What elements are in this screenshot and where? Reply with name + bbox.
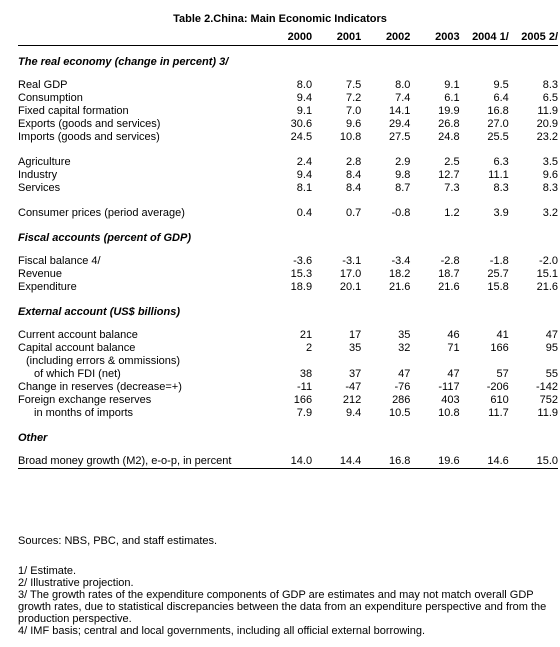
table-cell: 9.4 — [345, 407, 362, 419]
table-cell: 27.5 — [389, 131, 411, 143]
table-cell: 752 — [539, 394, 558, 406]
table-cell: 2.8 — [345, 156, 362, 168]
table-cell: 286 — [392, 394, 411, 406]
table-cell: -2.0 — [539, 255, 558, 267]
table-cell: 15.1 — [536, 268, 558, 280]
spacer-cell — [18, 319, 558, 329]
table-cell: 30.6 — [290, 118, 313, 130]
table-cell: 18.2 — [389, 268, 411, 280]
table-cell: 47 — [398, 368, 411, 380]
table-cell: 8.1 — [296, 182, 313, 194]
table-cell: 18.9 — [290, 281, 313, 293]
spacer-row — [18, 294, 558, 306]
table-row — [18, 342, 558, 355]
table-cell: 57 — [496, 368, 509, 380]
spacer-row — [18, 220, 558, 232]
spacer-cell — [18, 144, 558, 156]
table-cell: 0.7 — [345, 207, 362, 219]
table-cell: -206 — [486, 381, 509, 393]
table-cell: 6.3 — [493, 156, 509, 168]
section-heading-row — [18, 56, 558, 69]
table-cell: 26.8 — [438, 118, 460, 130]
spacer-row — [18, 420, 558, 432]
table-cell: 11.7 — [488, 407, 509, 419]
footnote-3: 3/ The growth rates of the expenditure components of GDP are estimates and may not match overall GDP growth rates, due to statistical discrepancies between the data from an expenditure perspective and from the production perspective. — [18, 589, 547, 625]
table-cell: 14.4 — [312, 455, 361, 469]
table-cell: 166 — [293, 394, 313, 406]
section-heading: The real economy (change in percent) 3/ — [18, 56, 229, 68]
table-cell: 9.1 — [444, 79, 460, 91]
row-label: Exports (goods and services) — [18, 118, 161, 130]
row-label: Capital account balance — [18, 342, 136, 354]
column-header: 2003 — [410, 30, 459, 46]
table-cell: 32 — [398, 342, 411, 354]
table-cell: 7.5 — [345, 79, 362, 91]
table-cell: -3.4 — [391, 255, 411, 267]
table-cell: 166 — [490, 342, 509, 354]
table-cell: 15.0 — [509, 455, 558, 469]
table-row — [18, 105, 558, 118]
table-row — [18, 118, 558, 131]
table-cell: 8.0 — [395, 79, 411, 91]
table-cell: 7.4 — [395, 92, 411, 104]
table-cell: 3.2 — [542, 207, 558, 219]
table-cell: 14.1 — [389, 105, 411, 117]
spacer-row — [18, 319, 558, 329]
section-heading-row — [18, 306, 558, 319]
table-cell: 9.1 — [296, 105, 313, 117]
spacer-row — [18, 445, 558, 455]
table-cell: -1.8 — [489, 255, 509, 267]
row-label: Imports (goods and services) — [18, 131, 160, 143]
table-cell — [312, 355, 361, 368]
table-cell: -11 — [296, 381, 313, 393]
table-cell: 9.8 — [395, 169, 411, 181]
table-cell: 47 — [447, 368, 460, 380]
table-cell: 10.8 — [438, 407, 460, 419]
row-label: Change in reserves (decrease=+) — [18, 381, 182, 393]
table-cell: 8.3 — [542, 182, 558, 194]
column-header: 2004 1/ — [460, 30, 509, 46]
table-row — [18, 381, 558, 394]
table-cell: -76 — [394, 381, 411, 393]
table-cell: 23.2 — [536, 131, 558, 143]
spacer-cell — [18, 195, 558, 207]
table-cell: 11.9 — [537, 105, 558, 117]
table-row — [18, 455, 558, 469]
spacer-row — [18, 195, 558, 207]
table-cell: -142 — [535, 381, 558, 393]
header-blank — [18, 30, 263, 46]
section-heading-row — [18, 432, 558, 445]
table-cell: 7.9 — [296, 407, 313, 419]
table-cell: 2.5 — [444, 156, 460, 168]
footnote-4: 4/ IMF basis; central and local governments, including all official external borrowing. — [18, 625, 425, 637]
table-cell: 16.8 — [487, 105, 509, 117]
table-cell: 95 — [545, 342, 558, 354]
column-header: 2002 — [361, 30, 410, 46]
footnote-1: 1/ Estimate. — [18, 565, 77, 577]
table-cell: 2 — [305, 342, 313, 354]
table-cell: 8.0 — [296, 79, 313, 91]
table-cell: 21.6 — [389, 281, 411, 293]
table-cell: 610 — [490, 394, 509, 406]
table-cell: 16.8 — [361, 455, 410, 469]
spacer-cell — [18, 445, 558, 455]
row-label: Expenditure — [18, 281, 77, 293]
table-cell: 46 — [447, 329, 460, 341]
table-cell: 27.0 — [487, 118, 509, 130]
section-heading: Fiscal accounts (percent of GDP) — [18, 232, 191, 244]
spacer-cell — [18, 420, 558, 432]
table-cell — [509, 355, 558, 368]
table-cell: 20.1 — [339, 281, 362, 293]
table-cell: 55 — [545, 368, 558, 380]
table-cell: 8.7 — [395, 182, 411, 194]
column-header: 2001 — [312, 30, 361, 46]
table-cell: 11.1 — [488, 169, 509, 181]
table-cell: 21.6 — [438, 281, 460, 293]
table-cell: 14.0 — [263, 455, 312, 469]
table-cell: 403 — [441, 394, 460, 406]
row-label: Current account balance — [18, 329, 138, 341]
table-cell: 21.6 — [536, 281, 558, 293]
table-cell: 7.0 — [345, 105, 362, 117]
table-cell: 8.4 — [345, 182, 362, 194]
table-cell: 9.4 — [296, 169, 313, 181]
table-cell: 10.8 — [339, 131, 362, 143]
table-cell: 47 — [545, 329, 558, 341]
table-cell: 38 — [299, 368, 313, 380]
header-row — [18, 30, 558, 46]
table-row — [18, 131, 558, 144]
column-header: 2005 2/ — [509, 30, 558, 46]
table-cell: 41 — [496, 329, 509, 341]
table-cell: 71 — [447, 342, 460, 354]
table-cell: -2.8 — [440, 255, 460, 267]
table-cell: 19.9 — [438, 105, 460, 117]
table-cell: 35 — [349, 342, 362, 354]
table-cell: -3.6 — [293, 255, 313, 267]
table-cell: 6.1 — [444, 92, 460, 104]
table-cell: 18.7 — [438, 268, 460, 280]
table-cell: 2.4 — [296, 156, 313, 168]
table-cell: 3.5 — [542, 156, 558, 168]
table-row — [18, 169, 558, 182]
table-row — [18, 207, 558, 220]
table-cell: 25.7 — [487, 268, 509, 280]
table-row — [18, 329, 558, 342]
table-cell: 12.7 — [438, 169, 460, 181]
table-cell: 9.4 — [296, 92, 313, 104]
table-cell: 6.4 — [493, 92, 509, 104]
table-cell: 1.2 — [444, 207, 460, 219]
table-row — [18, 355, 558, 368]
spacer-cell — [18, 69, 558, 79]
table-cell: 15.3 — [290, 268, 313, 280]
table-cell: 15.8 — [487, 281, 509, 293]
table-cell: -47 — [345, 381, 362, 393]
table-cell: 24.8 — [438, 131, 460, 143]
table-row — [18, 92, 558, 105]
table-cell: 8.3 — [493, 182, 509, 194]
table-cell: 20.9 — [536, 118, 558, 130]
column-header: 2000 — [263, 30, 312, 46]
row-label: (including errors & ommissions) — [26, 355, 181, 367]
table-row — [18, 182, 558, 195]
table-cell: 17.0 — [339, 268, 362, 280]
sources-note: Sources: NBS, PBC, and staff estimates. — [18, 535, 218, 547]
table-title: Table 2.China: Main Economic Indicators — [173, 13, 387, 25]
table-cell: -117 — [438, 381, 460, 393]
table-cell: 29.4 — [389, 118, 411, 130]
table-cell: -0.8 — [391, 207, 411, 219]
table-body — [18, 46, 558, 469]
table-cell: 19.6 — [410, 455, 459, 469]
row-label: Fiscal balance 4/ — [18, 255, 101, 267]
table-row — [18, 268, 558, 281]
indicators-table-container — [18, 30, 558, 469]
table-cell: 24.5 — [290, 131, 313, 143]
section-heading: External account (US$ billions) — [18, 306, 180, 318]
footnote-2: 2/ Illustrative projection. — [18, 577, 134, 589]
row-label: Foreign exchange reserves — [18, 394, 152, 406]
spacer-row — [18, 69, 558, 79]
table-cell: 8.3 — [542, 79, 558, 91]
table-cell: 9.6 — [542, 169, 558, 181]
table-cell: 14.6 — [460, 455, 509, 469]
table-row — [18, 281, 558, 294]
table-row — [18, 394, 558, 407]
table-cell: 2.9 — [395, 156, 411, 168]
row-label: Industry — [18, 169, 58, 181]
table-cell: 212 — [342, 394, 362, 406]
row-label: Revenue — [18, 268, 63, 280]
table-row — [18, 368, 558, 381]
table-cell: 7.3 — [444, 182, 460, 194]
table-cell: 35 — [398, 329, 411, 341]
indicators-table — [18, 30, 558, 469]
table-notes — [18, 535, 548, 637]
table-row — [18, 255, 558, 268]
spacer-row — [18, 144, 558, 156]
row-label: in months of imports — [34, 407, 134, 419]
table-cell: 7.2 — [345, 92, 362, 104]
table-cell: 9.6 — [345, 118, 362, 130]
table-cell: 21 — [299, 329, 313, 341]
spacer-cell — [18, 294, 558, 306]
table-cell: -3.1 — [342, 255, 362, 267]
section-heading-row — [18, 232, 558, 245]
table-cell: 25.5 — [487, 131, 509, 143]
row-label: Fixed capital formation — [18, 105, 129, 117]
table-row — [18, 156, 558, 169]
table-cell: 8.4 — [345, 169, 362, 181]
table-cell: 9.5 — [493, 79, 509, 91]
table-cell: 17 — [349, 329, 362, 341]
table-cell — [263, 355, 312, 368]
row-label: Services — [18, 182, 61, 194]
spacer-row — [18, 245, 558, 255]
row-label: Agriculture — [18, 156, 71, 168]
table-row — [18, 407, 558, 420]
row-label: Consumer prices (period average) — [18, 207, 185, 219]
table-cell: 6.5 — [542, 92, 558, 104]
spacer-cell — [18, 220, 558, 232]
table-cell — [410, 355, 459, 368]
spacer-row — [18, 46, 558, 57]
spacer-cell — [18, 46, 558, 57]
table-cell — [361, 355, 410, 368]
table-cell: 3.9 — [493, 207, 509, 219]
table-cell: 11.9 — [537, 407, 558, 419]
row-label: Broad money growth (M2), e-o-p, in percent — [18, 455, 263, 469]
table-cell — [460, 355, 509, 368]
row-label: Real GDP — [18, 79, 68, 91]
row-label: Consumption — [18, 92, 83, 104]
table-cell: 10.5 — [389, 407, 411, 419]
spacer-cell — [18, 245, 558, 255]
table-cell: 37 — [349, 368, 362, 380]
table-cell: 0.4 — [296, 207, 313, 219]
row-label: of which FDI (net) — [34, 368, 121, 380]
table-row — [18, 79, 558, 92]
section-heading: Other — [18, 432, 48, 444]
